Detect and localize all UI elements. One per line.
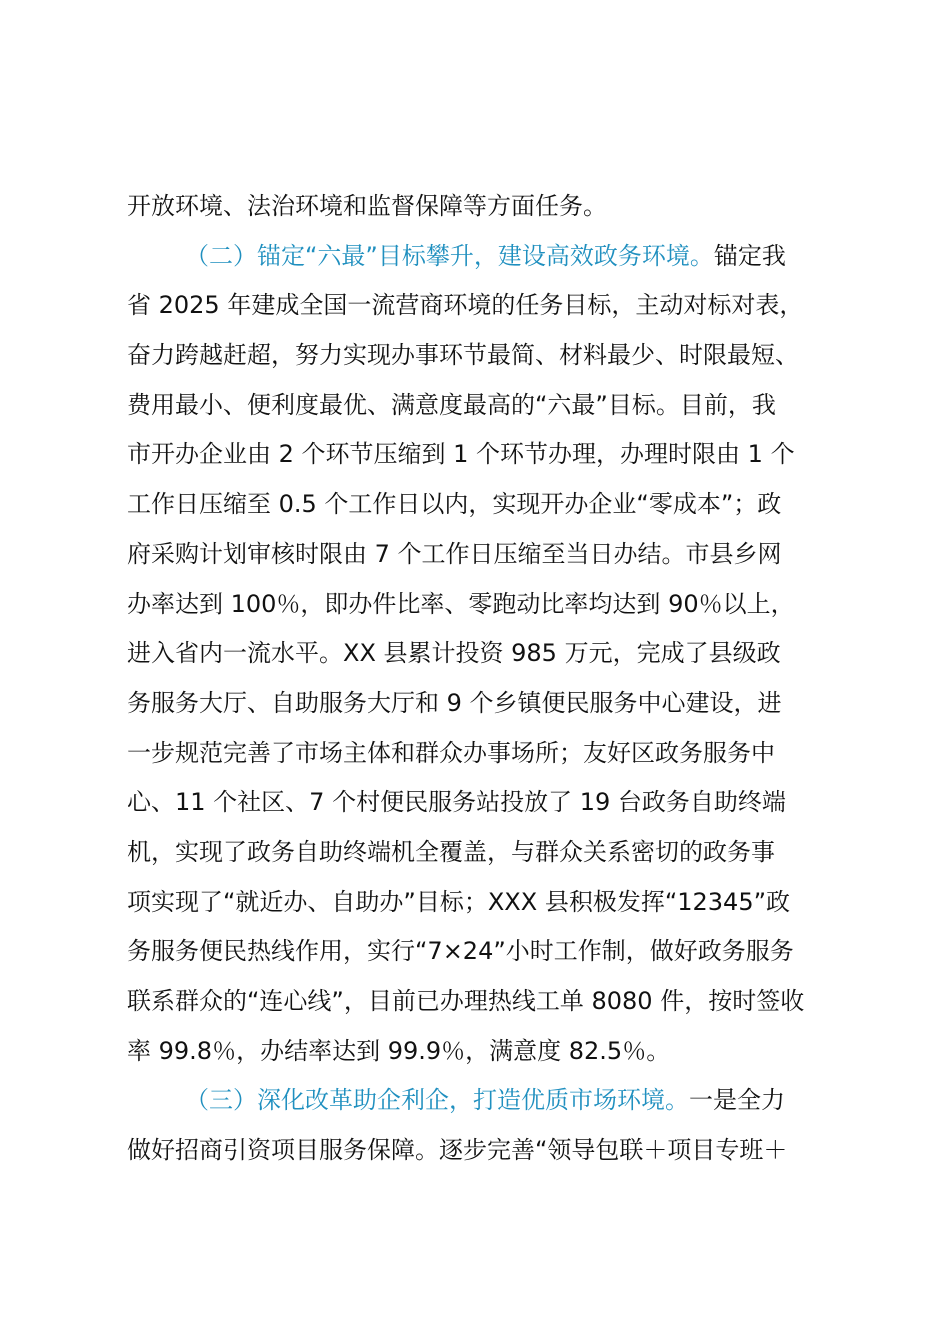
text-line — [127, 629, 867, 679]
section-heading-line — [127, 1076, 867, 1126]
text-line — [127, 679, 867, 729]
line-text: 市开办企业由 2 个环节压缩到 1 个环节办理，办理时限由 1 个 — [127, 440, 795, 469]
line-text: 锚定我 — [713, 241, 786, 270]
line-text: 费用最小、便利度最优、满意度最高的“六最”目标。目前，我 — [127, 390, 776, 419]
section-heading: （三）深化改革助企利企，打造优质市场环境。 — [185, 1086, 689, 1115]
text-line — [127, 580, 867, 630]
line-text: 开放环境、法治环境和监督保障等方面任务。 — [127, 192, 607, 220]
document-body — [127, 182, 867, 1176]
text-line — [127, 927, 867, 977]
line-text: 省 2025 年建成全国一流营商环境的任务目标，主动对标对表， — [127, 291, 804, 320]
line-text: 做好招商引资项目服务保障。逐步完善“领导包联＋项目专班＋ — [127, 1136, 788, 1165]
text-line — [127, 381, 867, 431]
line-text: 奋力跨越赶超，努力实现办事环节最简、材料最少、时限最短、 — [127, 341, 799, 370]
line-text: 一步规范完善了市场主体和群众办事场所；友好区政务服务中 — [127, 738, 775, 767]
line-text: 心、11 个社区、7 个村便民服务站投放了 19 台政务自助终端 — [127, 788, 786, 817]
text-line — [127, 828, 867, 878]
text-line — [127, 878, 867, 928]
text-line — [127, 281, 867, 331]
line-text: 联系群众的“连心线”，目前已办理热线工单 8080 件，按时签收 — [127, 987, 805, 1015]
line-text: 率 99.8％，办结率达到 99.9％，满意度 82.5％。 — [127, 1036, 671, 1065]
text-line — [127, 430, 867, 480]
text-line — [127, 1027, 867, 1077]
line-text: 机，实现了政务自助终端机全覆盖，与群众关系密切的政务事 — [127, 837, 775, 866]
line-text: 务服务大厅、自助服务大厅和 9 个乡镇便民服务中心建设，进 — [127, 688, 782, 717]
text-line — [127, 182, 867, 232]
section-heading: （二）锚定“六最”目标攀升，建设高效政务环境。 — [185, 241, 714, 270]
line-text: 项实现了“就近办、自助办”目标；XXX 县积极发挥“12345”政 — [127, 887, 791, 916]
text-line — [127, 480, 867, 530]
line-text: 办率达到 100％，即办件比率、零跑动比率均达到 90％以上， — [127, 589, 795, 618]
line-text: 工作日压缩至 0.5 个工作日以内，实现开办企业“零成本”；政 — [127, 490, 782, 519]
section-heading-line — [127, 232, 867, 282]
line-text: 一是全力 — [689, 1086, 785, 1115]
text-line — [127, 977, 867, 1027]
line-text: 务服务便民热线作用，实行“7×24”小时工作制，做好政务服务 — [127, 937, 794, 966]
line-text: 进入省内一流水平。XX 县累计投资 985 万元，完成了县级政 — [127, 639, 781, 668]
text-line — [127, 331, 867, 381]
text-line — [127, 1126, 867, 1176]
text-line — [127, 729, 867, 779]
line-text: 府采购计划审核时限由 7 个工作日压缩至当日办结。市县乡网 — [127, 539, 782, 568]
text-line — [127, 530, 867, 580]
text-line — [127, 778, 867, 828]
